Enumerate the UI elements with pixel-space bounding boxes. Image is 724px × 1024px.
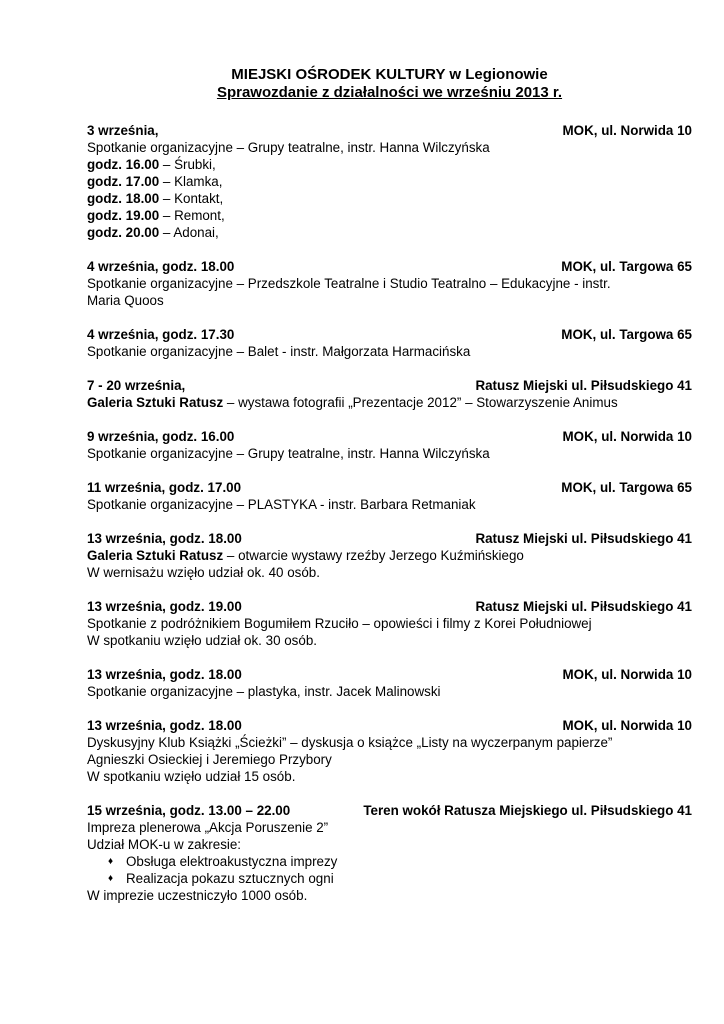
entry-line <box>87 751 692 768</box>
event-entry <box>87 530 692 581</box>
line-bold-text: godz. 16.00 <box>87 157 160 172</box>
entry-line <box>87 632 692 649</box>
line-text: Spotkanie organizacyjne – plastyka, instr. Jacek Malinowski <box>87 684 441 699</box>
line-text: Spotkanie organizacyjne – Grupy teatralne, instr. Hanna Wilczyńska <box>87 140 490 155</box>
event-header <box>87 377 692 394</box>
line-text: W wernisażu wzięło udział ok. 40 osób. <box>87 565 320 580</box>
line-text: – wystawa fotografii „Prezentacje 2012” – Stowarzyszenie Animus <box>223 395 618 410</box>
event-header <box>87 258 692 275</box>
event-date: 7 - 20 września, <box>87 378 186 393</box>
event-location: Ratusz Miejski ul. Piłsudskiego 41 <box>475 378 692 393</box>
report-subtitle: Sprawozdanie z działalności we wrześniu 2013 r. <box>216 84 563 101</box>
entry-line <box>87 887 692 904</box>
bullet-text: Realizacja pokazu sztucznych ogni <box>126 871 334 886</box>
entry-line <box>87 190 692 207</box>
event-location: MOK, ul. Targowa 65 <box>561 327 692 342</box>
line-text: Agnieszki Osieckiej i Jeremiego Przybory <box>87 752 332 767</box>
event-location: Ratusz Miejski ul. Piłsudskiego 41 <box>475 599 692 614</box>
line-bold-text: godz. 17.00 <box>87 174 160 189</box>
entry-line <box>87 173 692 190</box>
event-location: MOK, ul. Targowa 65 <box>561 480 692 495</box>
event-header <box>87 598 692 615</box>
entry-line <box>87 156 692 173</box>
event-location: MOK, ul. Norwida 10 <box>562 123 692 138</box>
line-bold-text: godz. 18.00 <box>87 191 160 206</box>
diamond-bullet-icon: ♦ <box>108 856 114 867</box>
event-list <box>87 122 692 904</box>
event-header <box>87 717 692 734</box>
line-text: – Kontakt, <box>159 191 224 206</box>
entry-line <box>87 547 692 564</box>
event-header <box>87 428 692 445</box>
line-text: W imprezie uczestniczyło 1000 osób. <box>87 888 308 903</box>
event-header <box>87 326 692 343</box>
line-text: – Remont, <box>159 208 225 223</box>
line-text: Spotkanie organizacyjne – PLASTYKA - instr. Barbara Retmaniak <box>87 497 476 512</box>
line-text: Maria Quoos <box>87 293 164 308</box>
event-date: 4 września, godz. 18.00 <box>87 259 235 274</box>
event-date: 13 września, godz. 19.00 <box>87 599 242 614</box>
event-entry <box>87 258 692 309</box>
entry-line <box>87 836 692 853</box>
event-entry <box>87 598 692 649</box>
diamond-bullet-icon: ♦ <box>108 873 114 884</box>
event-entry <box>87 802 692 904</box>
bullet-list <box>87 853 692 887</box>
page-title: MIEJSKI OŚRODEK KULTURY w Legionowie <box>231 66 548 83</box>
entry-line <box>87 292 692 309</box>
line-text: Spotkanie organizacyjne – Grupy teatralne, instr. Hanna Wilczyńska <box>87 446 490 461</box>
entry-line <box>87 615 692 632</box>
event-entry <box>87 377 692 411</box>
event-entry <box>87 717 692 785</box>
event-date: 3 września, <box>87 123 159 138</box>
entry-line <box>87 564 692 581</box>
line-text: W spotkaniu wzięło udział 15 osób. <box>87 769 296 784</box>
line-bold-text: godz. 19.00 <box>87 208 160 223</box>
event-date: 13 września, godz. 18.00 <box>87 718 242 733</box>
entry-line <box>87 734 692 751</box>
event-header <box>87 122 692 139</box>
entry-line <box>87 394 692 411</box>
line-text: Dyskusyjny Klub Książki „Ścieżki” – dyskusja o książce „Listy na wyczerpanym papierze” <box>87 735 613 750</box>
event-date: 9 września, godz. 16.00 <box>87 429 235 444</box>
entry-line <box>87 683 692 700</box>
bullet-item <box>87 870 692 887</box>
event-header <box>87 479 692 496</box>
entry-line <box>87 768 692 785</box>
event-header <box>87 530 692 547</box>
event-date: 13 września, godz. 18.00 <box>87 667 242 682</box>
entry-line <box>87 139 692 156</box>
event-entry <box>87 428 692 462</box>
entry-line <box>87 445 692 462</box>
entry-line <box>87 275 692 292</box>
bullet-item <box>87 853 692 870</box>
bullet-text: Obsługa elektroakustyczna imprezy <box>126 854 338 869</box>
event-entry <box>87 326 692 360</box>
line-bold-text: Galeria Sztuki Ratusz <box>87 548 224 563</box>
event-location: Ratusz Miejski ul. Piłsudskiego 41 <box>475 531 692 546</box>
line-text: Spotkanie organizacyjne – Przedszkole Teatralne i Studio Teatralno – Edukacyjne - instr. <box>87 276 611 291</box>
document-page <box>87 66 692 921</box>
line-bold-text: godz. 20.00 <box>87 225 160 240</box>
entry-line <box>87 819 692 836</box>
event-date: 15 września, godz. 13.00 – 22.00 <box>87 803 291 818</box>
line-text: Impreza plenerowa „Akcja Poruszenie 2” <box>87 820 329 835</box>
event-header <box>87 802 692 819</box>
line-bold-text: Galeria Sztuki Ratusz <box>87 395 224 410</box>
event-location: MOK, ul. Targowa 65 <box>561 259 692 274</box>
line-text: – Klamka, <box>159 174 223 189</box>
event-location: MOK, ul. Norwida 10 <box>562 667 692 682</box>
line-text: Spotkanie organizacyjne – Balet - instr. Małgorzata Harmacińska <box>87 344 471 359</box>
line-text: Udział MOK-u w zakresie: <box>87 837 242 852</box>
event-date: 13 września, godz. 18.00 <box>87 531 242 546</box>
line-text: – Śrubki, <box>159 157 216 172</box>
entry-line <box>87 496 692 513</box>
line-text: W spotkaniu wzięło udział ok. 30 osób. <box>87 633 317 648</box>
line-text: – otwarcie wystawy rzeźby Jerzego Kuźmińskiego <box>223 548 524 563</box>
line-text: Spotkanie z podróżnikiem Bogumiłem Rzuciło – opowieści i filmy z Korei Południowej <box>87 616 592 631</box>
event-location: Teren wokół Ratusza Miejskiego ul. Piłsudskiego 41 <box>363 803 692 818</box>
entry-line <box>87 343 692 360</box>
event-date: 11 września, godz. 17.00 <box>87 480 242 495</box>
event-entry <box>87 479 692 513</box>
event-entry <box>87 666 692 700</box>
entry-line <box>87 224 692 241</box>
event-location: MOK, ul. Norwida 10 <box>562 429 692 444</box>
event-date: 4 września, godz. 17.30 <box>87 327 235 342</box>
line-text: – Adonai, <box>159 225 219 240</box>
event-header <box>87 666 692 683</box>
event-location: MOK, ul. Norwida 10 <box>562 718 692 733</box>
entry-line <box>87 207 692 224</box>
event-entry <box>87 122 692 241</box>
